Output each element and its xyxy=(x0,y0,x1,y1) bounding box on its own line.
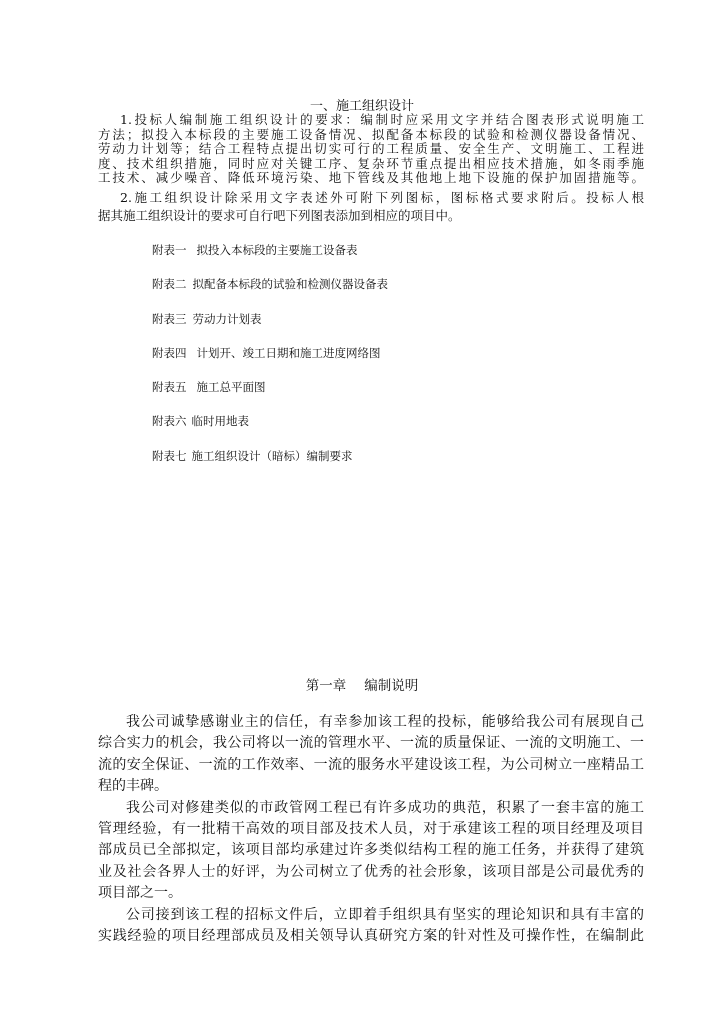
text-line: 我公司诚挚感谢业主的信任，有幸参加该工程的投标，能够给我公司有展现自己 xyxy=(126,714,644,730)
appendix-name: 临时用地表 xyxy=(191,414,249,429)
text-line: 方法；拟投入本标段的主要施工设备情况、拟配备本标段的试验和检测仪器设备情况、 xyxy=(98,126,644,142)
text-line: 流的安全保证、一流的工作效率、一流的服务水平建设该工程，为公司树立一座精品工 xyxy=(98,756,644,773)
appendix-name: 施工总平面图 xyxy=(196,380,266,395)
text-line: 2.施工组织设计除采用文字表述外可附下列图标，图标格式要求附后。投标人根 xyxy=(120,190,644,205)
appendix-code: 附表七 xyxy=(152,448,187,463)
appendix-name: 劳动力计划表 xyxy=(192,311,262,326)
text-line: 业及社会各界人士的好评，为公司树立了优秀的社会形象，该项目部是公司最优秀的 xyxy=(98,863,644,880)
appendix-code: 附表五 xyxy=(152,380,187,395)
appendix-code: 附表一 xyxy=(152,243,187,257)
appendix-name: 计划开、竣工日期和施工进度网络图 xyxy=(196,345,381,360)
section-title: 一、施工组织设计 xyxy=(309,99,414,114)
text-line: 我公司对修建类似的市政管网工程已有许多成功的典范，积累了一套丰富的施工 xyxy=(126,799,644,816)
text-line: 工技术、减少噪音、降低环境污染、地下管线及其他地上地下设施的保护加固措施等。 xyxy=(98,170,644,186)
appendix-item xyxy=(152,236,388,270)
appendix-name: 拟配备本标段的试验和检测仪器设备表 xyxy=(192,277,388,292)
chapter-number: 第一章 xyxy=(305,678,347,694)
text-line: 公司接到该工程的招标文件后，立即着手组织具有坚实的理论知识和具有丰富的 xyxy=(126,906,644,923)
appendix-item xyxy=(152,339,388,373)
appendix-item xyxy=(152,305,388,339)
appendix-name: 施工组织设计（暗标）编制要求 xyxy=(191,448,353,463)
appendix-code: 附表四 xyxy=(152,345,187,360)
appendix-item xyxy=(152,373,388,407)
chapter-title: 编制说明 xyxy=(364,678,419,694)
appendix-item xyxy=(152,407,388,441)
text-line: 管理经验，有一批精干高效的项目部及技术人员，对于承建该工程的项目经理及项目 xyxy=(98,821,644,838)
appendix-code: 附表三 xyxy=(152,311,187,326)
appendix-code: 附表二 xyxy=(152,277,187,292)
text-line: 综合实力的机会，我公司将以一流的管理水平、一流的质量保证、一流的文明施工、一 xyxy=(98,735,644,752)
appendix-list xyxy=(152,236,388,476)
text-line: 1.投标人编制施工组织设计的要求：编制时应采用文字并结合图表形式说明施工 xyxy=(120,112,644,127)
text-line: 项目部之一。 xyxy=(98,885,182,902)
appendix-code: 附表六 xyxy=(152,414,187,429)
text-line: 劳动力计划等；结合工程特点提出切实可行的工程质量、安全生产、文明施工、工程进 xyxy=(98,141,644,157)
requirement-1-paragraph xyxy=(98,113,644,186)
appendix-name: 拟投入本标段的主要施工设备表 xyxy=(196,243,358,257)
requirement-2-paragraph xyxy=(98,189,644,225)
chapter-body xyxy=(98,712,644,947)
appendix-item xyxy=(152,442,388,476)
text-line: 实践经验的项目经理部成员及相关领导认真研究方案的针对性及可操作性，在编制此 xyxy=(98,928,644,945)
text-line: 程的丰碑。 xyxy=(98,778,168,795)
chapter-heading xyxy=(0,677,724,695)
appendix-item xyxy=(152,270,388,304)
text-line: 度、技术组织措施，同时应对关键工序、复杂环节重点提出相应技术措施，如冬雨季施 xyxy=(98,155,644,171)
text-line: 据其施工组织设计的要求可自行吧下列图表添加到相应的项目中。 xyxy=(98,208,461,223)
text-line: 部成员已全部拟定，该项目部均承建过许多类似结构工程的施工任务，并获得了建筑 xyxy=(98,842,644,859)
